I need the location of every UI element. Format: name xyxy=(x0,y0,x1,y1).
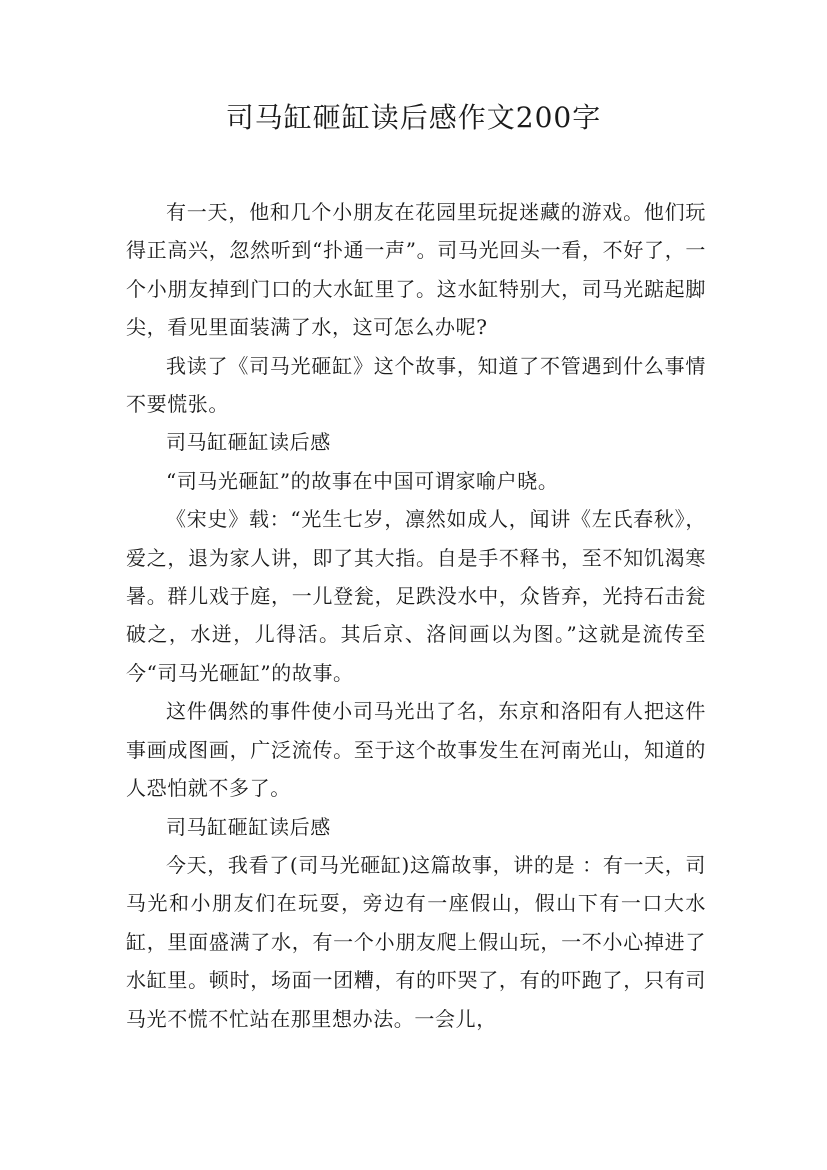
section-heading-1: 司马缸砸缸读后感 xyxy=(166,430,331,455)
paragraph-1: 有一天，他和几个小朋友在花园里玩捉迷藏的游戏。他们玩得正高兴，忽然听到“扑通一声”。司马光回头一看，不好了，一个小朋友掉到门口的大水缸里了。这水缸特别大，司马光踮起脚尖，看见里面装满了水，这可怎么办呢? xyxy=(126,200,706,340)
paragraph-5: 这件偶然的事件使小司马光出了名，东京和洛阳有人把这件事画成图画，广泛流传。至于这个故事发生在河南光山，知道的人恐怕就不多了。 xyxy=(126,699,706,801)
paragraph-3: “司马光砸缸”的故事在中国可谓家喻户晓。 xyxy=(166,468,559,493)
paragraph-4: 《宋史》载：“光生七岁，凛然如成人，闻讲《左氏春秋》，爱之，退为家人讲，即了其大指。自是手不释书，至不知饥渴寒暑。群儿戏于庭，一儿登瓮，足跌没水中，众皆弃，光持石击瓮破之，水迸，儿得活。其后京、洛间画以为图。”这就是流传至今“司马光砸缸”的故事。 xyxy=(126,507,706,685)
paragraph-6: 今天，我看了(司马光砸缸)这篇故事，讲的是 ：有一天，司马光和小朋友们在玩耍，旁边有一座假山，假山下有一口大水缸，里面盛满了水，有一个小朋友爬上假山玩，一不小心掉进了水缸里。顿时，场面一团糟，有的吓哭了，有的吓跑了，只有司马光不慌不忙站在那里想办法。一会儿， xyxy=(126,852,706,1031)
section-heading-2: 司马缸砸缸读后感 xyxy=(166,814,331,839)
document-title: 司马缸砸缸读后感作文200字 xyxy=(225,101,602,134)
document-body xyxy=(126,193,706,1038)
paragraph-2: 我读了《司马光砸缸》这个故事，知道了不管遇到什么事情不要慌张。 xyxy=(126,353,706,417)
